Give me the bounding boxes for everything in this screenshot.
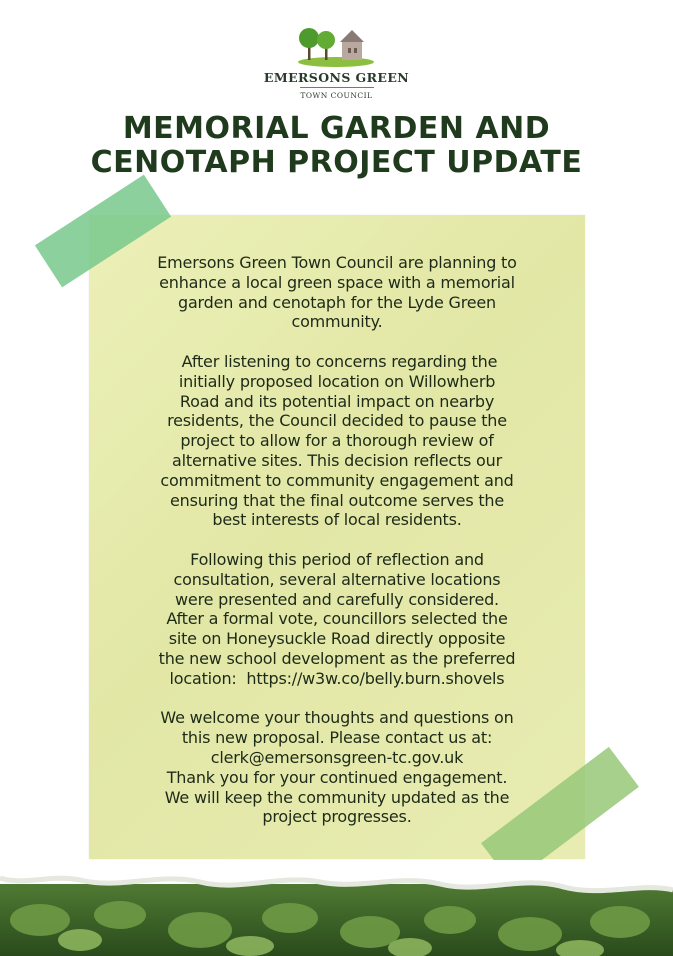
line: After listening to concerns regarding the <box>176 351 498 371</box>
line: initially proposed location on Willowherb <box>178 371 496 391</box>
line: community. <box>291 312 383 332</box>
body-text <box>118 253 556 847</box>
line: residents, the Council decided to pause the <box>167 411 507 431</box>
paragraph-review <box>118 352 556 530</box>
line: site on Honeysuckle Road directly opposite <box>168 629 506 649</box>
line: Thank you for your continued engagement. <box>166 767 508 787</box>
leaves-footer-image <box>0 860 673 956</box>
line: the new school development as the preferred <box>158 648 516 668</box>
paragraph-contact <box>118 708 556 827</box>
line: After a formal vote, councillors selected the <box>166 609 508 629</box>
line: enhance a local green space with a memorial <box>159 272 515 292</box>
title-line-2: CENOTAPH PROJECT UPDATE <box>90 145 583 180</box>
line: project progresses. <box>262 807 412 827</box>
line: this new proposal. Please contact us at: <box>181 728 493 748</box>
title-line-1: MEMORIAL GARDEN AND <box>122 111 551 146</box>
line: project to allow for a thorough review of <box>180 431 494 451</box>
logo-subtitle: TOWN COUNCIL <box>300 91 373 100</box>
page-title <box>0 112 673 180</box>
line: were presented and carefully considered. <box>175 589 499 609</box>
line: We will keep the community updated as the <box>164 787 510 807</box>
paragraph-intro <box>118 253 556 332</box>
line: consultation, several alternative locations <box>173 569 501 589</box>
paragraph-new-location <box>118 550 556 689</box>
line: commitment to community engagement and <box>160 470 514 490</box>
contact-email[interactable]: clerk@emersonsgreen-tc.gov.uk <box>210 747 464 767</box>
line: Following this period of reflection and <box>190 549 484 569</box>
location-link-line[interactable]: location: https://w3w.co/belly.burn.shovels <box>169 668 505 688</box>
line: Road and its potential impact on nearby <box>179 391 495 411</box>
line: Emersons Green Town Council are planning to <box>157 253 517 272</box>
trees-and-building-icon <box>296 24 378 68</box>
line: ensuring that the final outcome serves the <box>170 490 504 510</box>
line: alternative sites. This decision reflects our <box>172 450 502 470</box>
logo-divider <box>300 87 374 88</box>
line: best interests of local residents. <box>212 510 462 530</box>
line: We welcome your thoughts and questions on <box>160 708 514 728</box>
logo-name: EMERSONS GREEN <box>263 70 410 85</box>
line: garden and cenotaph for the Lyde Green <box>178 292 496 312</box>
